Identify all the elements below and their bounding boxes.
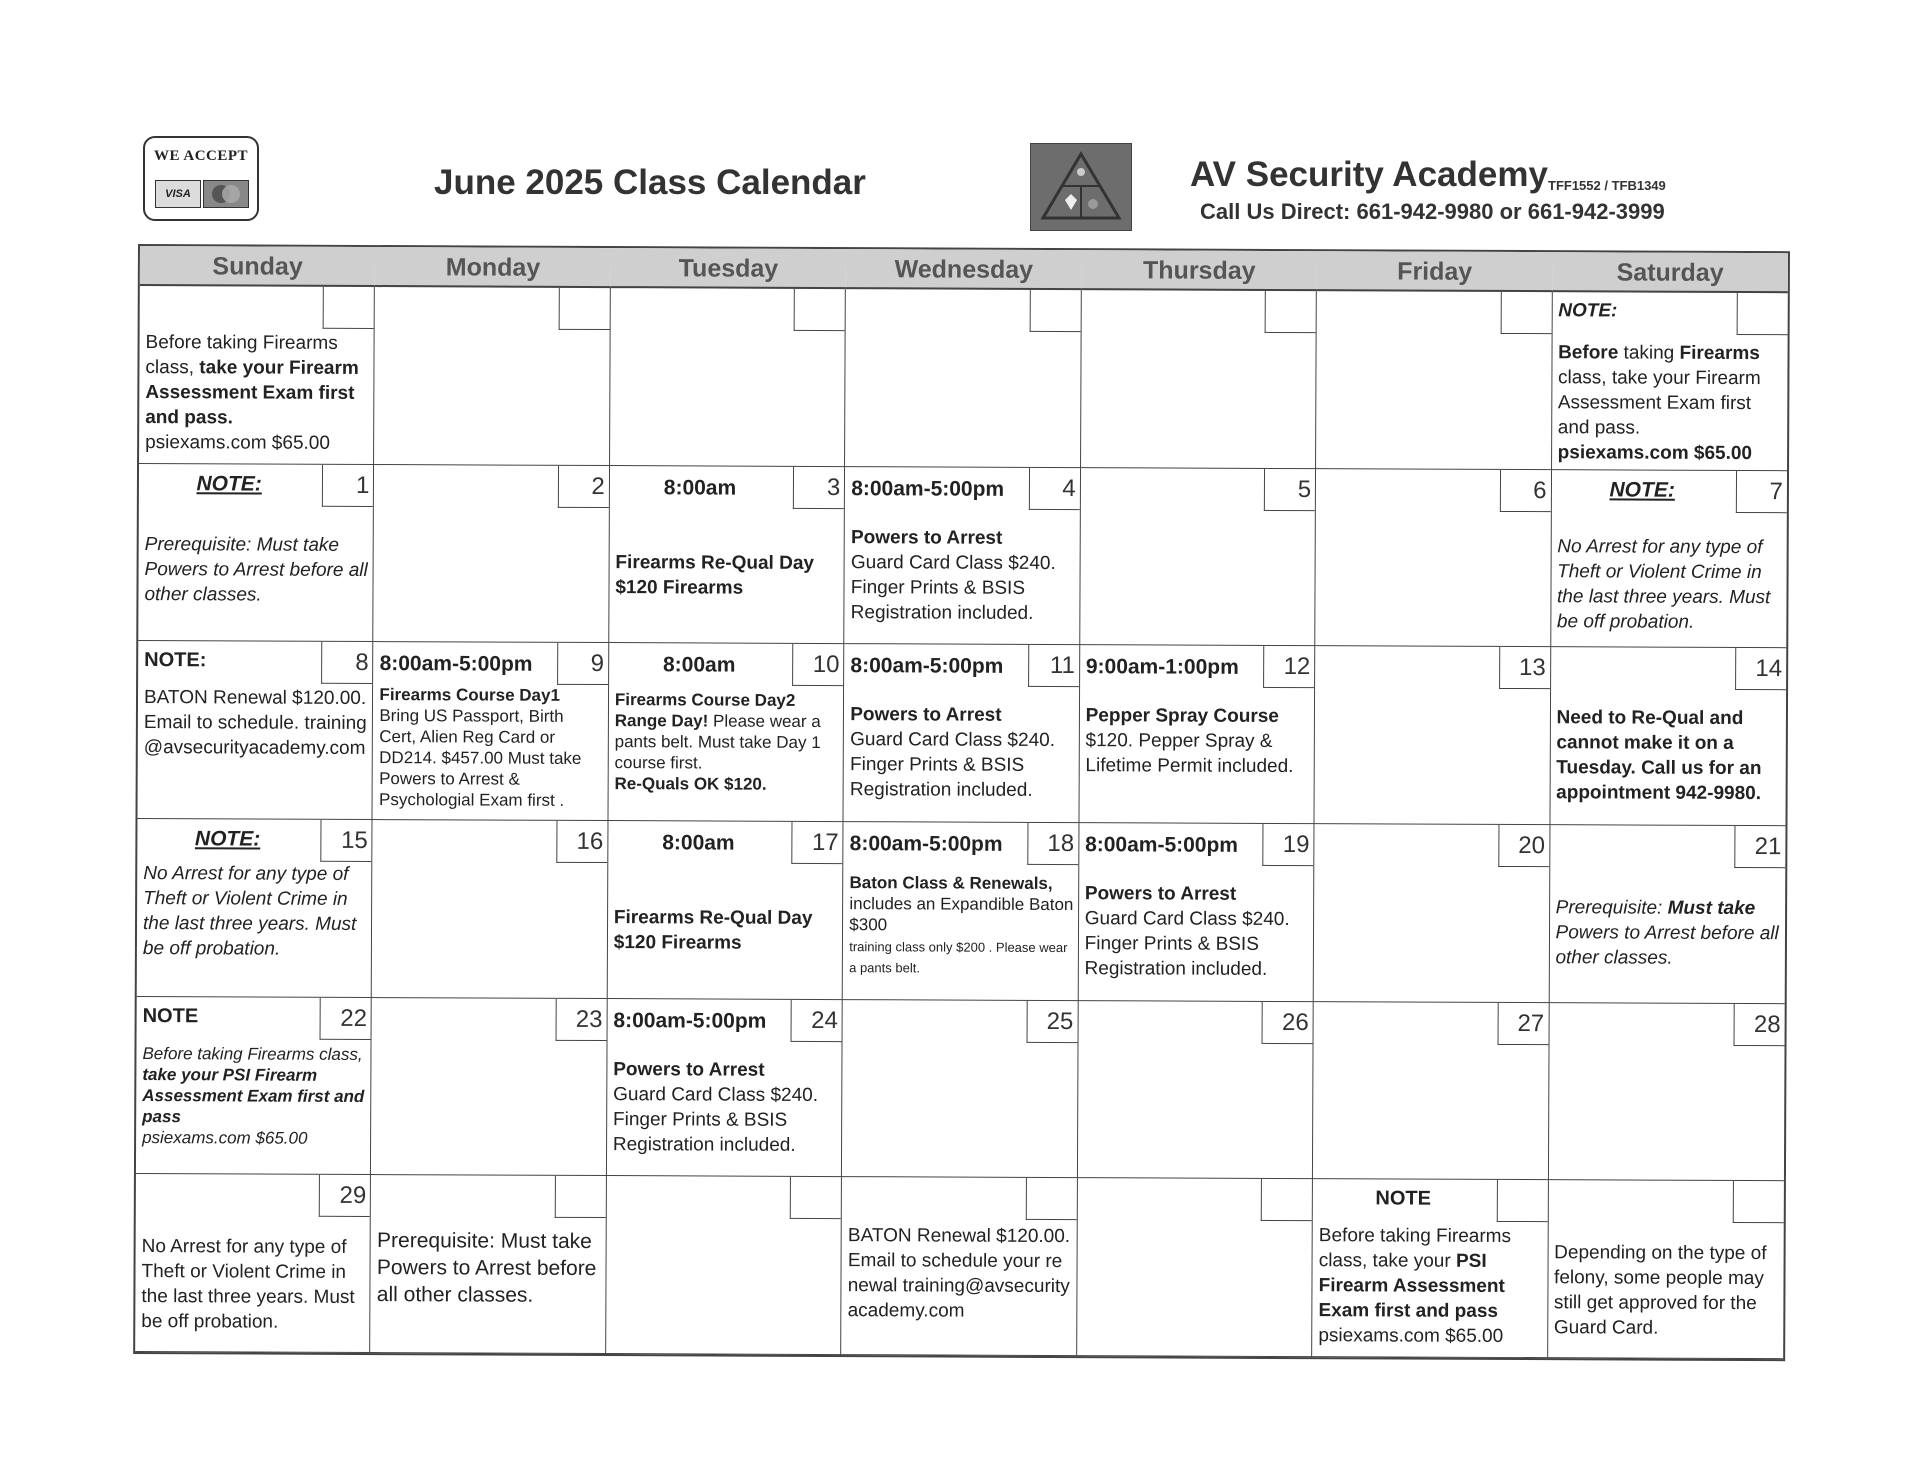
day-number: 20 (1498, 825, 1549, 867)
class-description: Guard Card Class $240. Finger Prints & BSIS Registration included. (850, 551, 1056, 624)
day-number-box (794, 289, 845, 331)
class-time: 8:00am-5:00pm (1085, 833, 1239, 857)
class-time: 8:00am (662, 831, 735, 855)
cell-week0-tue (610, 288, 846, 467)
cell-note-text: Prerequisite: Must take Powers to Arrest before all other classes. (144, 533, 368, 606)
cell-note-text: Need to Re-Qual and cannot make it on a Tuesday. Call us for an appointment 942-9980. (1556, 707, 1762, 805)
class-title: Powers to Arrest (850, 526, 1003, 549)
cell-week5-sat (1548, 1180, 1784, 1359)
cell-june-10 (608, 643, 844, 822)
cell-june-14 (1550, 647, 1786, 826)
cell-note-text: Prerequisite: Must take Powers to Arrest before all other classes. (1555, 897, 1779, 969)
cell-june-2 (374, 465, 610, 644)
day-number: 21 (1734, 826, 1785, 868)
cell-june-5 (1080, 468, 1316, 647)
cell-note-text: Before taking Firearms class, take your PSI Firearm Assessment Exam first and pass psiexams.com $65.00 (1318, 1225, 1512, 1348)
class-title: Firearms Re-Qual Day $120 Firearms (613, 907, 813, 954)
day-header-sunday: Sunday (140, 246, 376, 287)
day-number: 15 (321, 820, 372, 862)
cell-note-text: BATON Renewal $120.00. Email to schedule your renewal training@avsecurityacademy.com (847, 1225, 1071, 1322)
cell-note-text: Before taking Firearms class, take your Firearm Assessment Exam first and pass. psiexams.com $65.00 (145, 332, 359, 454)
day-number-box (555, 1176, 606, 1218)
class-time: 8:00am (663, 475, 737, 500)
cell-note-text: No Arrest for any type of Theft or Violent Crime in the last three years. Must be off probation. (141, 1236, 355, 1333)
class-description: Baton Class & Renewals, includes an Expandible Baton $300 training class only $200 . Please wear a pants belt. (849, 873, 1074, 976)
day-header-thursday: Thursday (1082, 250, 1318, 291)
cell-june-3 (609, 466, 845, 645)
cell-june-13 (1315, 646, 1551, 825)
we-accept-label: WE ACCEPT (153, 148, 249, 164)
day-number: 10 (792, 644, 843, 686)
day-number-box (790, 1177, 841, 1219)
class-title: Firearms Course Day1 (379, 685, 560, 706)
day-number: 9 (557, 643, 608, 685)
cell-june-7 (1551, 470, 1787, 649)
class-title: Firearms Course Day2 (614, 690, 796, 711)
class-time: 8:00am-5:00pm (613, 1008, 767, 1033)
class-time: 8:00am (662, 653, 736, 677)
academy-logo-icon (1030, 143, 1132, 231)
cell-june-23 (371, 998, 607, 1177)
cell-june-18 (843, 822, 1079, 1001)
day-number: 26 (1262, 1002, 1313, 1044)
cell-june-19 (1078, 823, 1314, 1002)
day-number: 8 (322, 642, 373, 684)
day-number: 25 (1026, 1001, 1077, 1043)
day-number: 19 (1262, 824, 1313, 866)
cell-june-27 (1313, 1002, 1549, 1181)
academy-name: AV Security Academy (1190, 155, 1548, 194)
cell-note-text: BATON Renewal $120.00. Email to schedule. training@avsecurityacademy.com (143, 687, 367, 760)
cell-june-26 (1078, 1001, 1314, 1180)
mastercard-icon (203, 180, 249, 208)
cell-june-9 (373, 642, 609, 821)
day-number: 22 (320, 997, 371, 1039)
day-number: 16 (556, 821, 607, 863)
cell-note-text: No Arrest for any type of Theft or Violent Crime in the last three years. Must be off probation. (142, 863, 357, 960)
cell-note-text: Before taking Firearms class, take your PSI Firearm Assessment Exam first and pass psiexams.com $65.00 (142, 1043, 365, 1148)
class-time: 8:00am-5:00pm (850, 654, 1004, 679)
day-number: 13 (1499, 647, 1550, 689)
class-time: 9:00am-1:00pm (1085, 655, 1239, 680)
class-description: Guard Card Class $240. Finger Prints & BSIS Registration included. (612, 1083, 819, 1156)
class-description: Bring US Passport, Birth Cert, Alien Reg Card or DD214. $457.00 Must take Powers to Arrest & Psychologial Exam first . (378, 706, 582, 811)
class-description: Guard Card Class $240. Finger Prints & BSIS Registration included. (849, 729, 1056, 802)
note-label: NOTE (142, 1004, 199, 1027)
day-number: 27 (1497, 1003, 1548, 1045)
cell-note-text: Prerequisite: Must take Powers to Arrest before all other classes. (376, 1229, 597, 1308)
cell-june-20 (1314, 824, 1550, 1003)
cell-june-21 (1549, 825, 1785, 1004)
day-number-box (1029, 290, 1080, 332)
class-title: Powers to Arrest (613, 1058, 765, 1081)
day-number: 1 (322, 464, 373, 506)
class-title: Firearms Re-Qual Day $120 Firearms (615, 551, 815, 599)
day-header-saturday: Saturday (1552, 252, 1788, 293)
cell-note-text: No Arrest for any type of Theft or Violent Crime in the last three years. Must be off probation. (1556, 535, 1771, 633)
cell-week5-fri (1312, 1179, 1548, 1358)
day-number: 5 (1264, 469, 1315, 511)
cell-week5-tue (606, 1176, 842, 1355)
day-number-box (558, 288, 609, 330)
cell-june-4 (845, 467, 1081, 646)
note-label: NOTE (1375, 1187, 1432, 1210)
day-header-wednesday: Wednesday (846, 249, 1082, 290)
day-number-box (1500, 292, 1551, 334)
day-number: 7 (1736, 471, 1787, 513)
day-number-box (1733, 1181, 1784, 1223)
cell-june-24 (607, 999, 843, 1178)
note-label: NOTE: (1558, 300, 1618, 322)
calendar-title: June 2025 Class Calendar (434, 163, 866, 202)
day-number-box (323, 287, 374, 329)
day-number: 24 (791, 1000, 842, 1042)
cell-week0-wed (845, 289, 1081, 468)
day-number: 17 (792, 822, 843, 864)
cell-june-12 (1079, 645, 1315, 824)
cell-week0-sun (139, 286, 375, 465)
day-number: 23 (555, 998, 606, 1040)
cell-note-text: Before taking Firearms class, take your Firearm Assessment Exam first and pass. psiexams.com $65.00 (1557, 342, 1761, 465)
class-description: Range Day! Please wear a pants belt. Must take Day 1 course first. Re-Quals OK $120. (614, 711, 821, 795)
class-time: 8:00am-5:00pm (379, 652, 533, 677)
cell-note-text: Depending on the type of felony, some people may still get approved for the Guard Card. (1553, 1242, 1767, 1339)
day-number: 2 (558, 465, 609, 507)
note-label: NOTE: (196, 471, 262, 496)
note-label: NOTE: (144, 649, 207, 672)
day-number: 29 (319, 1175, 370, 1217)
cell-week5-thu (1077, 1178, 1313, 1357)
note-label: NOTE: (1609, 478, 1675, 502)
note-label: NOTE: (194, 827, 261, 851)
class-title: Pepper Spray Course (1085, 705, 1279, 728)
day-number-box (1025, 1178, 1076, 1220)
day-number: 12 (1263, 646, 1314, 688)
cell-week5-wed (841, 1177, 1077, 1356)
cell-june-1 (138, 464, 374, 643)
day-number: 6 (1499, 470, 1550, 512)
cell-june-29 (135, 1174, 371, 1353)
cell-june-15 (137, 819, 373, 998)
cell-june-6 (1315, 469, 1551, 648)
class-title: Powers to Arrest (1084, 883, 1237, 905)
we-accept-badge (143, 136, 259, 221)
cell-week5-mon (371, 1175, 607, 1354)
cell-week0-sat (1552, 292, 1788, 471)
cell-june-25 (842, 1000, 1078, 1179)
day-number: 28 (1734, 1004, 1785, 1046)
cell-week0-thu (1081, 290, 1317, 469)
cell-june-17 (608, 821, 844, 1000)
day-header-monday: Monday (375, 247, 611, 288)
calendar-grid (133, 244, 1790, 1361)
day-number: 11 (1028, 645, 1079, 687)
license-numbers: TFF1552 / TFB1349 (1548, 178, 1666, 193)
class-time: 8:00am-5:00pm (851, 476, 1005, 501)
cell-june-8 (137, 641, 373, 820)
cell-june-22 (136, 997, 372, 1176)
day-number-box (1261, 1179, 1312, 1221)
class-description: Guard Card Class $240. Finger Prints & BSIS Registration included. (1084, 908, 1290, 980)
day-number: 4 (1029, 468, 1080, 510)
class-title: Powers to Arrest (850, 704, 1002, 727)
day-header-tuesday: Tuesday (611, 248, 847, 289)
day-number-box (1265, 291, 1316, 333)
day-number: 18 (1027, 823, 1078, 865)
day-number: 3 (793, 467, 844, 509)
cell-june-16 (372, 820, 608, 999)
day-number: 14 (1735, 648, 1786, 690)
cell-june-11 (844, 644, 1080, 823)
cell-week0-fri (1316, 291, 1552, 470)
class-time: 8:00am-5:00pm (849, 832, 1003, 856)
cell-june-28 (1548, 1003, 1784, 1182)
day-header-friday: Friday (1317, 251, 1553, 292)
cell-week0-mon (374, 287, 610, 466)
class-description: $120. Pepper Spray & Lifetime Permit included. (1085, 730, 1294, 778)
day-number-box (1496, 1180, 1547, 1222)
visa-card-icon: VISA (155, 180, 201, 208)
contact-phone-line: Call Us Direct: 661-942-9980 or 661-942-3999 (1200, 199, 1665, 224)
